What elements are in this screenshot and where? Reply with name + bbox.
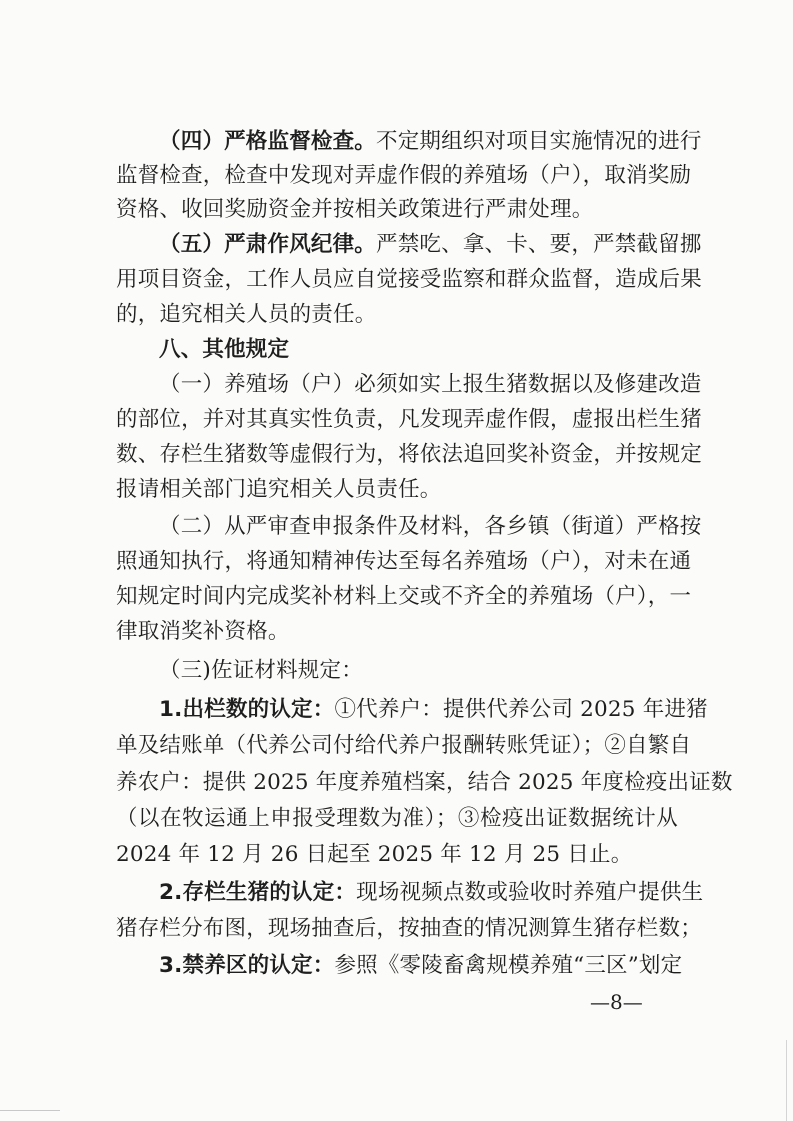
para-rule-2-line-3: 知规定时间内完成奖补材料上交或不齐全的养殖场（户），一 xyxy=(116,584,692,609)
section-heading-other-rules: 八、其他规定 xyxy=(159,337,290,362)
para-slaughter-line-3: 养农户：提供 2025 年度养殖档案，结合 2025 年度检疫出证数 xyxy=(116,770,733,795)
para-rule-2-line-1: （二）从严审查申报条件及材料，各乡镇（街道）严格按 xyxy=(159,514,702,539)
para-inventory-line-1: 2.存栏生猪的认定：现场视频点数或验收时养殖户提供生 xyxy=(159,880,704,905)
discipline-heading: （五）严肃作风纪律。 xyxy=(159,232,377,257)
slaughter-heading: 1.出栏数的认定： xyxy=(159,697,335,722)
para-rule-1-line-1: （一）养殖场（户）必须如实上报生猪数据以及修建改造 xyxy=(159,372,702,397)
page-number: —8— xyxy=(590,990,643,1014)
para-supervision-line-1: （四）严格监督检查。不定期组织对项目实施情况的进行 xyxy=(159,129,702,154)
para-discipline-line-2: 用项目资金，工作人员应自觉接受监察和群众监督，造成后果 xyxy=(116,267,702,292)
para-rule-1-line-4: 报请相关部门追究相关人员责任。 xyxy=(116,477,442,502)
para-slaughter-line-5: 2024 年 12 月 26 日起至 2025 年 12 月 25 日止。 xyxy=(116,842,633,867)
para-rule-1-line-2: 的部位，并对其真实性负责，凡发现弄虚作假，虚报出栏生猪 xyxy=(116,407,702,432)
para-inventory-line-2: 猪存栏分布图，现场抽查后，按抽查的情况测算生猪存栏数； xyxy=(116,916,702,941)
para-discipline-line-1: （五）严肃作风纪律。严禁吃、拿、卡、要，严禁截留挪 xyxy=(159,232,702,257)
para-prohibited-line-1: 3.禁养区的认定：参照《零陵畜禽规模养殖“三区”划定 xyxy=(159,953,683,978)
para-discipline-line-3: 的，追究相关人员的责任。 xyxy=(116,302,377,327)
para-rule-2-line-4: 律取消奖补资格。 xyxy=(116,619,290,644)
para-slaughter-line-4: （以在牧运通上申报受理数为准）；③检疫出证数据统计从 xyxy=(116,806,678,831)
scan-right-edge xyxy=(786,1040,787,1121)
prohibited-heading: 3.禁养区的认定： xyxy=(159,953,335,978)
para-rule-1-line-3: 数、存栏生猪数等虚假行为，将依法追回奖补资金，并按规定 xyxy=(116,442,702,467)
para-supervision-line-3: 资格、收回奖励资金并按相关政策进行严肃处理。 xyxy=(116,197,594,222)
inventory-heading: 2.存栏生猪的认定： xyxy=(159,880,357,905)
para-slaughter-line-1: 1.出栏数的认定：①代养户：提供代养公司 2025 年进猪 xyxy=(159,697,708,722)
para-evidence-heading: （三)佐证材料规定： xyxy=(159,658,363,683)
para-slaughter-line-2: 单及结账单（代养公司付给代养户报酬转账凭证）；②自繁自 xyxy=(116,733,692,758)
para-supervision-line-2: 监督检查，检查中发现对弄虚作假的养殖场（户），取消奖励 xyxy=(116,163,692,188)
para-rule-2-line-2: 照通知执行，将通知精神传达至每名养殖场（户），对未在通 xyxy=(116,549,692,574)
supervision-heading: （四）严格监督检查。 xyxy=(159,129,377,154)
scan-edge-mark xyxy=(0,1110,60,1111)
